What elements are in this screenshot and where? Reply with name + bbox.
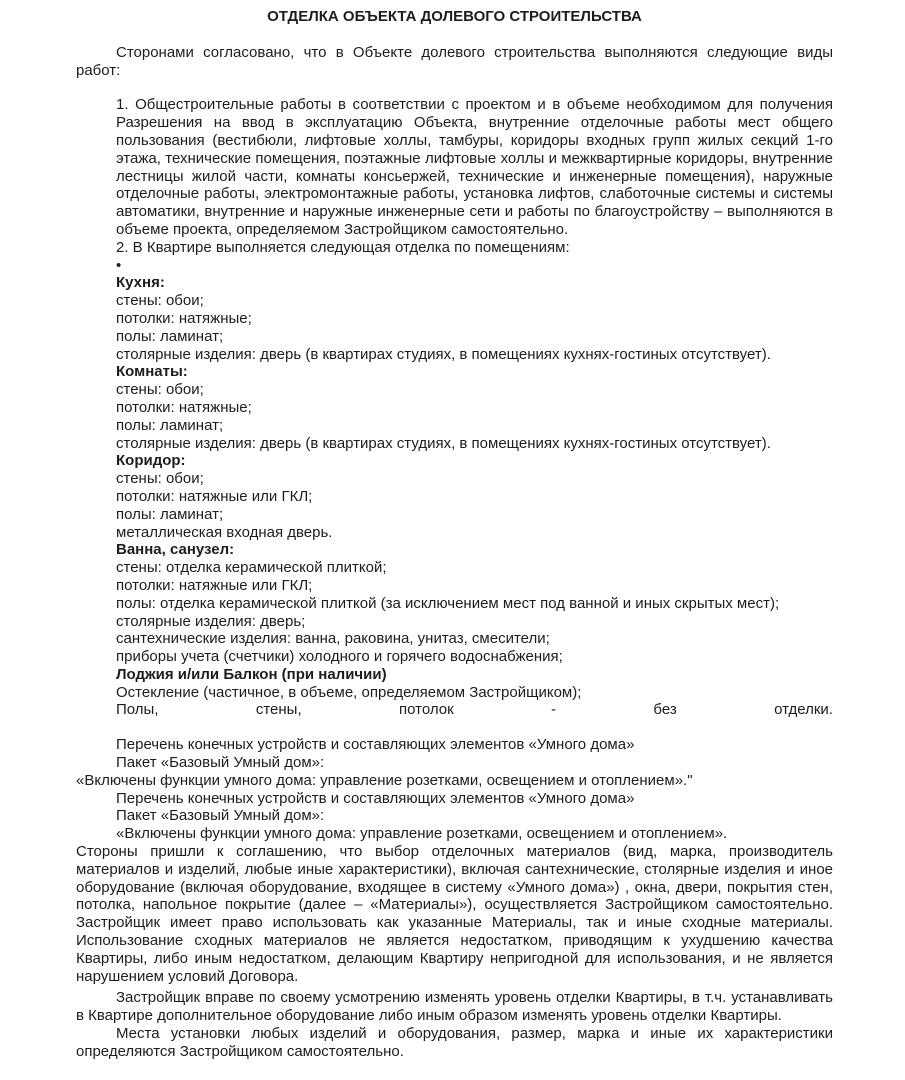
no-finish-word: потолок [399, 701, 454, 719]
room-line: потолки: натяжные или ГКЛ; [116, 576, 313, 594]
room-line: потолки: натяжные; [116, 398, 252, 416]
smart-devices-list-2: Перечень конечных устройств и составляющих элементов «Умного дома» [116, 789, 635, 807]
room-heading-kitchen: Кухня: [116, 274, 165, 292]
room-line: стены: обои; [116, 292, 204, 310]
intro-paragraph: Сторонами согласовано, что в Объекте долевого строительства выполняются следующие виды работ: [76, 43, 833, 79]
no-finish-word: отделки. [774, 701, 833, 719]
room-line: приборы учета (счетчики) холодного и горячего водоснабжения; [116, 648, 563, 666]
room-section-bathroom [116, 541, 833, 666]
smart-devices-list-1: Перечень конечных устройств и составляющих элементов «Умного дома» [116, 736, 635, 754]
works-item-2: 2. В Квартире выполняется следующая отделка по помещениям: [116, 238, 570, 256]
room-section-corridor [116, 452, 833, 541]
room-section-rooms [116, 363, 833, 452]
room-heading-corridor: Коридор: [116, 452, 186, 470]
room-line: полы: ламинат; [116, 505, 224, 523]
room-heading-rooms: Комнаты: [116, 363, 188, 381]
no-finish-line [116, 701, 833, 719]
materials-paragraph: Стороны пришли к соглашению, что выбор отделочных материалов (вид, марка, производитель материалов и изделий, любые иные характеристики), включая сантехнические, столярные изделия и иное оборудование (включая оборудование, входящее в систему «Умного дома») , окна, двери, покрытия стен, потолка, напольное покрытие (далее – «Материалы»), осуществляется Застройщиком самостоятельно. Застройщик имеет право использовать как указанные Материалы, так и иные сходные материалы. Использование сходных материалов не является недостатком, приводящим к ухудшению качества Квартиры, либо иным недостатком, делающим Квартиру непригодной для использования, и не является нарушением условий Договора. [76, 843, 833, 985]
room-line: столярные изделия: дверь; [116, 612, 306, 630]
room-line: полы: ламинат; [116, 416, 224, 434]
room-line: стены: обои; [116, 381, 204, 399]
room-section-kitchen [116, 274, 833, 363]
room-line: стены: отделка керамической плиткой; [116, 559, 387, 577]
no-finish-word: стены, [255, 701, 302, 719]
room-line: столярные изделия: дверь (в квартирах студиях, в помещениях кухнях-гостиных отсутствует). [116, 434, 771, 452]
smart-functions-2: «Включены функции умного дома: управление розетками, освещением и отоплением». [116, 825, 728, 843]
bullet-marker: • [116, 256, 122, 274]
smart-package-2: Пакет «Базовый Умный дом»: [116, 807, 325, 825]
smart-home-block [76, 736, 833, 843]
room-line: полы: ламинат; [116, 327, 224, 345]
no-finish-word: без [653, 701, 677, 719]
smart-functions-1: «Включены функции умного дома: управление розетками, освещением и отоплением»." [76, 771, 693, 789]
no-finish-word: - [551, 701, 557, 719]
change-level-paragraph: Застройщик вправе по своему усмотрению изменять уровень отделки Квартиры, в т.ч. устанавливать в Квартире дополнительное оборудование либо иным образом изменять уровень отделки Квартиры. [76, 989, 833, 1025]
smart-package-1: Пакет «Базовый Умный дом»: [116, 754, 325, 772]
room-line: стены: обои; [116, 470, 204, 488]
room-line: полы: отделка керамической плиткой (за исключением мест под ванной и иных скрытых мест); [116, 594, 780, 612]
room-line: металлическая входная дверь. [116, 523, 333, 541]
room-line: потолки: натяжные или ГКЛ; [116, 487, 313, 505]
no-finish-word: Полы, [116, 701, 159, 719]
room-line: сантехнические изделия: ванна, раковина, унитаз, смесители; [116, 630, 550, 648]
room-heading-loggia: Лоджия и/или Балкон (при наличии) [116, 665, 387, 683]
room-heading-bathroom: Ванна, санузел: [116, 541, 235, 559]
room-line: потолки: натяжные; [116, 309, 252, 327]
room-line: Остекление (частичное, в объеме, определяемом Застройщиком); [116, 683, 582, 701]
placement-paragraph: Места установки любых изделий и оборудования, размер, марка и иные их характеристики определяются Застройщиком самостоятельно. [76, 1025, 833, 1060]
page-title: ОТДЕЛКА ОБЪЕКТА ДОЛЕВОГО СТРОИТЕЛЬСТВА [267, 8, 642, 25]
works-list-block [116, 96, 833, 701]
room-line: столярные изделия: дверь (в квартирах студиях, в помещениях кухнях-гостиных отсутствует). [116, 345, 771, 363]
room-section-loggia [116, 666, 833, 702]
works-item-1: 1. Общестроительные работы в соответствии с проектом и в объеме необходимом для получения Разрешения на ввод в эксплуатацию Объекта, внутренние отделочные работы мест общего пользования (вестибюли, лифтовые холлы, тамбуры, коридоры входных групп жилых секций 1-го этажа, технические помещения, поэтажные лифтовые холлы и межквартирные коридоры, внутренние лестницы жилой части, комнаты консьержей, технические и инженерные помещения), наружные отделочные работы, электромонтажные работы, установка лифтов, слаботочные системы и системы автоматики, внутренние и наружные инженерные сети и работы по благоустройству – выполняются в объеме проекта, определяемом Застройщиком самостоятельно. [116, 96, 833, 238]
